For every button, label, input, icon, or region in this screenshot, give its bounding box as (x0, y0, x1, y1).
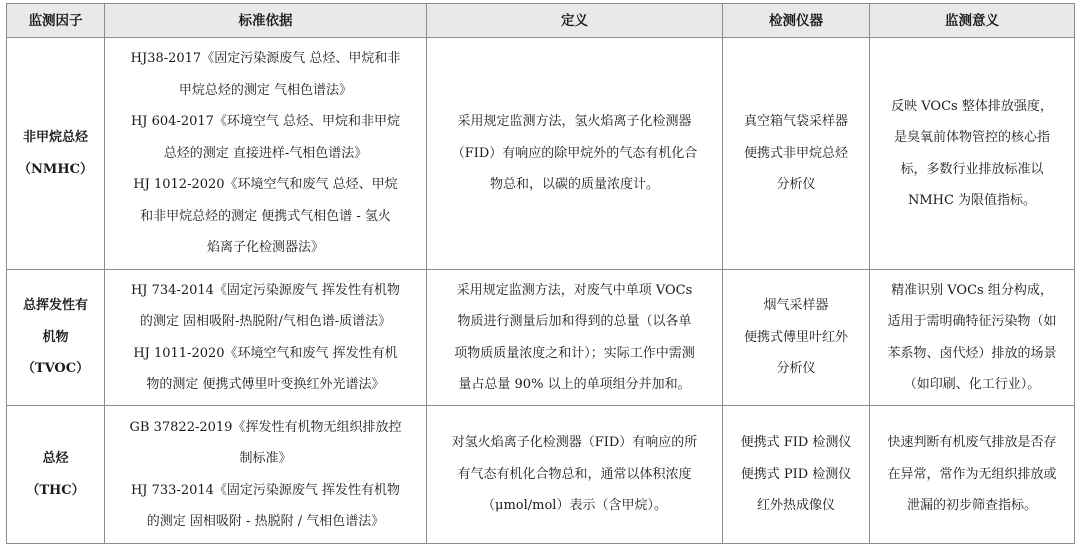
standard-line: 焰离子化检测器法》 (206, 240, 324, 256)
factor-cell (7, 406, 105, 544)
definition-line: 物总和，以碳的质量浓度计。 (489, 177, 659, 193)
factor-line: （TVOC） (21, 361, 90, 377)
standard-line: 总烃的测定 直接进样-气相色谱法》 (163, 145, 368, 161)
instrument-line: 分析仪 (776, 177, 816, 193)
header-row (7, 4, 1075, 38)
meaning-line: 在异常，常作为无组织排放或 (887, 466, 1057, 482)
standard-line: HJ 1012-2020《环境空气和废气 总烃、甲烷 (133, 177, 398, 193)
factor-line: （NMHC） (18, 161, 93, 177)
definition-line: 采用规定监测方法，对废气中单项 VOCs (456, 282, 693, 298)
instrument-line: 真空箱气袋采样器 (743, 114, 848, 130)
factor-line: 总挥发性有 (22, 298, 88, 314)
standard-cell (105, 270, 427, 406)
meaning-line: 泄漏的初步筛查指标。 (906, 498, 1037, 514)
header-definition: 定义 (427, 4, 723, 38)
standard-line: 制标准》 (239, 451, 292, 466)
standard-line: GB 37822-2019《挥发性有机物无组织排放控 (129, 419, 402, 435)
header-instrument: 检测仪器 (723, 4, 870, 38)
definition-line: 项物质质量浓度之和计）；实际工作中需测 (454, 345, 695, 361)
header-standard: 标准依据 (105, 4, 427, 38)
factor-line: 总烃 (42, 451, 69, 466)
meaning-line: NMHC 为限值指标。 (907, 193, 1037, 208)
meaning-line: 精准识别 VOCs 组分构成， (891, 282, 1053, 298)
factor-cell (7, 38, 105, 270)
instrument-line: 便携式非甲烷总烃 (743, 145, 848, 161)
definition-line: （FID）有响应的除甲烷外的气态有机化合 (451, 145, 698, 161)
meaning-line: 反映 VOCs 整体排放强度， (891, 98, 1053, 114)
definition-line: 对氢火焰离子化检测器（FID）有响应的所 (451, 435, 698, 451)
definition-line: 采用规定监测方法，氢火焰离子化检测器 (457, 114, 692, 130)
meaning-cell (870, 270, 1075, 406)
header-meaning: 监测意义 (870, 4, 1075, 38)
standard-line: 物的测定 便携式傅里叶变换红外光谱法》 (146, 377, 385, 392)
standard-line: HJ 734-2014《固定污染源废气 挥发性有机物 (130, 282, 401, 298)
definition-cell (427, 38, 723, 270)
instrument-line: 分析仪 (776, 361, 816, 377)
table-row-nmhc (7, 38, 1075, 270)
standard-line: 甲烷总烃的测定 气相色谱法》 (178, 82, 353, 98)
factor-line: 非甲烷总烃 (22, 130, 88, 145)
header-factor: 监测因子 (7, 4, 105, 38)
definition-cell (427, 406, 723, 544)
standard-line: HJ 1011-2020《环境空气和废气 挥发性有机 (133, 345, 398, 361)
standard-line: 的测定 固相吸附-热脱附/气相色谱-质谱法》 (139, 314, 392, 329)
meaning-line: 苯系物、卤代烃）排放的场景 (887, 345, 1057, 361)
definition-line: （μmol/mol）表示（含甲烷）。 (482, 498, 667, 514)
standard-line: 和非甲烷总烃的测定 便携式气相色谱 - 氢火 (140, 208, 391, 224)
instrument-line: 便携式傅里叶红外 (743, 329, 848, 345)
meaning-line: 适用于需明确特征污染物（如 (887, 314, 1057, 329)
standard-line: 的测定 固相吸附 - 热脱附 / 气相色谱法》 (146, 514, 385, 529)
meaning-line: 是臭氧前体物管控的核心指 (893, 130, 1050, 145)
instrument-line: 便携式 FID 检测仪 (740, 435, 852, 451)
standard-line: HJ38-2017《固定污染源废气 总烃、甲烷和非 (130, 51, 401, 67)
instrument-line: 烟气采样器 (763, 298, 829, 314)
factor-line: （THC） (26, 482, 85, 498)
standard-line: HJ 733-2014《固定污染源废气 挥发性有机物 (130, 482, 401, 498)
instrument-line: 红外热成像仪 (756, 498, 835, 514)
factor-line: 机物 (42, 329, 69, 345)
meaning-cell (870, 38, 1075, 270)
standard-cell (105, 38, 427, 270)
instrument-cell (723, 406, 870, 544)
table-row-thc (7, 406, 1075, 544)
instrument-line: 便携式 PID 检测仪 (740, 466, 852, 482)
definition-cell (427, 270, 723, 406)
instrument-cell (723, 270, 870, 406)
definition-line: 有气态有机化合物总和，通常以体积浓度 (457, 466, 692, 482)
instrument-cell (723, 38, 870, 270)
table-row-tvoc (7, 270, 1075, 406)
monitoring-factor-table (6, 3, 1075, 544)
meaning-line: 快速判断有机废气排放是否存 (887, 435, 1057, 451)
standard-line: HJ 604-2017《环境空气 总烃、甲烷和非甲烷 (130, 114, 401, 130)
meaning-cell (870, 406, 1075, 544)
definition-line: 物质进行测量后加和得到的总量（以各单 (457, 314, 692, 329)
definition-line: 量占总量 90% 以上的单项组分并加和。 (458, 377, 691, 392)
meaning-line: （如印刷、化工行业）。 (903, 377, 1041, 392)
factor-cell (7, 270, 105, 406)
meaning-line: 标，多数行业排放标准以 (900, 161, 1044, 177)
standard-cell (105, 406, 427, 544)
